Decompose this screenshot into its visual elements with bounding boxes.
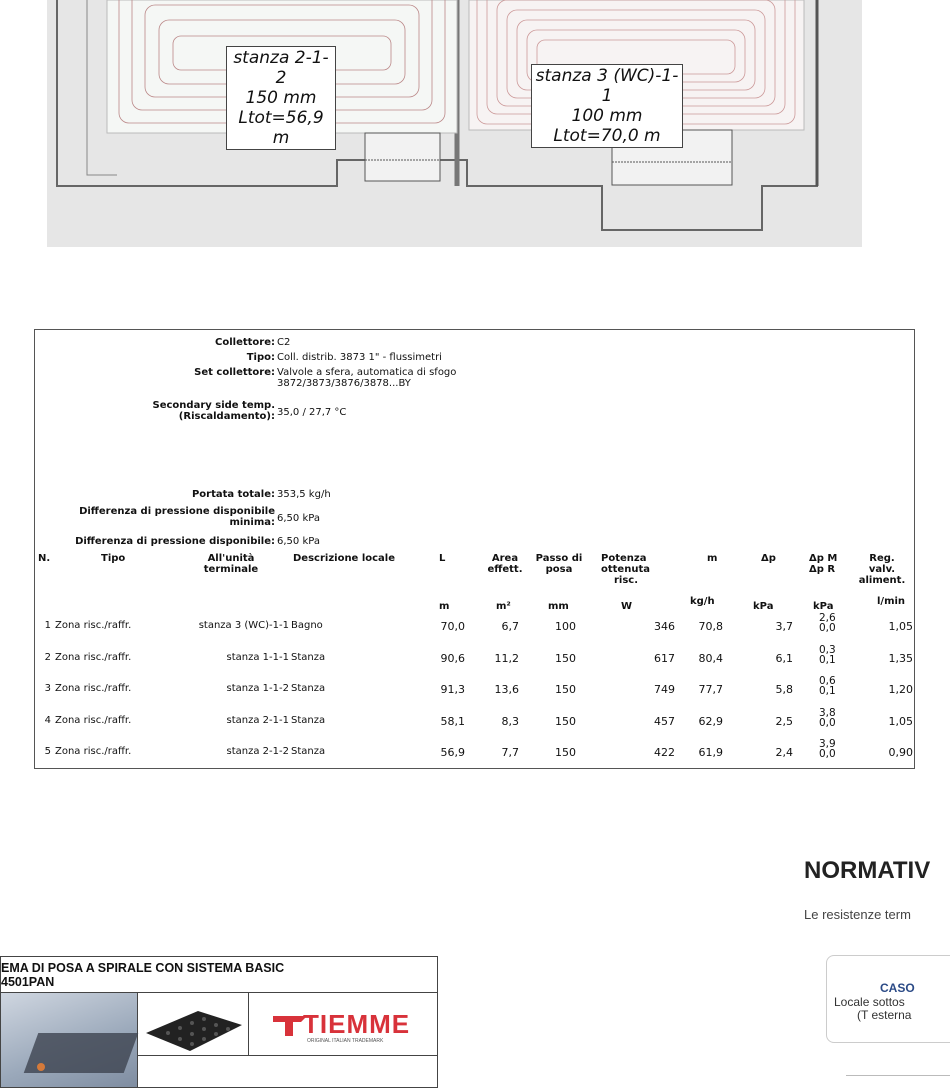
cell-passo: 100: [555, 620, 576, 633]
caso-title: CASO: [880, 981, 915, 995]
cell-dpr: 0,1: [819, 685, 836, 697]
room-ltot: Ltot=70,0 m: [553, 126, 661, 146]
caso-line1: Locale sottos: [834, 995, 905, 1009]
field-value-tipo: Coll. distrib. 3873 1" - flussimetri: [277, 352, 442, 363]
cell-descr: Stanza: [291, 683, 326, 694]
field-value-secondary-temp: 35,0 / 27,7 °C: [277, 407, 347, 418]
total-label-portata: Portata totale:: [191, 489, 275, 500]
col-header-tipo: Tipo: [101, 553, 126, 564]
field-label-secondary-temp: Secondary side temp.: [152, 400, 275, 411]
cell-area: 8,3: [501, 714, 519, 728]
cell-dpm: 2,6: [819, 612, 836, 624]
brochure-title-line2: 4501PAN: [1, 975, 55, 989]
cell-dp: 2,5: [775, 714, 793, 728]
room-pitch: 100 mm: [571, 106, 643, 126]
col-header-unit-l1: All'unità: [207, 553, 255, 564]
cell-m: 80,4: [698, 651, 723, 665]
cell-n: 4: [44, 714, 51, 726]
cell-potenza: 346: [654, 620, 675, 633]
cell-passo: 150: [555, 746, 576, 759]
cell-unit: stanza 1-1-2: [226, 683, 289, 694]
cell-potenza: 617: [654, 651, 675, 665]
cell-passo: 150: [555, 714, 576, 728]
floor-plan: [47, 0, 862, 247]
field-value-set-collettore: Valvole a sfera, automatica di sfogo: [277, 367, 457, 378]
cell-potenza: 749: [654, 683, 675, 696]
caso-line2: (T esterna: [857, 1008, 912, 1022]
col-header-potenza: [601, 553, 651, 586]
col-header-dpm: [809, 553, 843, 575]
cell-tipo: Zona risc./raffr.: [55, 683, 132, 694]
cell-m: 62,9: [698, 714, 723, 728]
col-header-l: L: [439, 553, 446, 564]
cell-m: 77,7: [698, 683, 723, 696]
cell-unit: stanza 1-1-1: [226, 651, 289, 663]
unit-reg: l/min: [877, 596, 906, 607]
field-label-set-collettore: Set collettore:: [194, 367, 275, 378]
total-label-pressione: Differenza di pressione disponibile:: [75, 536, 275, 547]
product-brochure: [0, 956, 438, 1088]
cell-area: 6,7: [501, 620, 519, 633]
col-header-descr: Descrizione locale: [293, 553, 396, 564]
cell-dp: 6,1: [775, 651, 793, 665]
cell-tipo: Zona risc./raffr.: [55, 746, 132, 757]
field-label-secondary-temp-2: (Riscaldamento):: [178, 411, 275, 422]
col-header-dp: Δp: [761, 553, 776, 564]
col-header-reg-l2: valv.: [868, 564, 896, 575]
total-value-portata: 353,5 kg/h: [277, 489, 331, 500]
cell-dpm: 0,3: [819, 643, 836, 656]
cell-n: 5: [44, 746, 51, 757]
brochure-panel-image: [138, 993, 249, 1055]
tiemme-logo-text: TIEMME: [303, 1009, 411, 1039]
cell-tipo: Zona risc./raffr.: [55, 714, 132, 726]
cell-dp: 5,8: [775, 683, 793, 696]
unit-dp: kPa: [753, 601, 774, 612]
cell-dp: 3,7: [775, 620, 793, 633]
col-header-area-l2: effett.: [487, 564, 523, 575]
room-name: stanza 2-1-2: [233, 48, 329, 88]
cell-area: 13,6: [494, 683, 519, 696]
col-header-unit: [195, 553, 267, 575]
cell-n: 1: [44, 620, 51, 631]
field-label-tipo: Tipo:: [246, 352, 275, 363]
cell-m: 70,8: [698, 620, 723, 633]
cell-area: 7,7: [501, 746, 519, 759]
col-header-area-l1: Area: [491, 553, 519, 564]
cell-passo: 150: [555, 651, 576, 665]
brochure-title: [1, 961, 435, 989]
cell-n: 2: [44, 651, 51, 663]
unit-area: m²: [496, 601, 511, 612]
cell-descr: Bagno: [291, 620, 323, 631]
cell-descr: Stanza: [291, 651, 326, 663]
col-header-potenza-l1: Potenza: [601, 553, 647, 564]
field-value-set-collettore-2: 3872/3873/3876/3878...BY: [277, 378, 411, 389]
total-label-pressione-min-2: minima:: [229, 517, 275, 528]
col-header-dpm-l1: Δp M: [809, 553, 838, 564]
cell-area: 11,2: [494, 651, 519, 665]
col-header-passo-l1: Passo di: [535, 553, 583, 564]
total-value-pressione: 6,50 kPa: [277, 536, 320, 547]
col-header-reg: [857, 553, 907, 586]
cell-l: 90,6: [440, 651, 465, 665]
unit-potenza: W: [621, 601, 633, 612]
cell-l: 70,0: [440, 620, 465, 633]
cell-dpr: 0,0: [819, 716, 836, 729]
collector-report: [34, 329, 915, 769]
cell-n: 3: [44, 683, 51, 694]
cell-tipo: Zona risc./raffr.: [55, 651, 132, 663]
col-header-n: N.: [38, 553, 51, 564]
cell-tipo: Zona risc./raffr.: [55, 620, 132, 631]
col-header-passo: [532, 553, 586, 575]
cell-dpm: 0,6: [819, 675, 836, 687]
normative-divider: [846, 1075, 950, 1076]
caso-card: [826, 955, 950, 1043]
cell-unit: stanza 3 (WC)-1-1: [198, 620, 289, 631]
unit-l: m: [439, 601, 450, 612]
col-header-reg-l3: aliment.: [858, 575, 906, 586]
field-label-collettore: Collettore:: [215, 337, 275, 348]
room-pitch: 150 mm: [245, 88, 317, 108]
room-ltot: Ltot=56,9 m: [238, 108, 324, 148]
normative-title: NORMATIV: [804, 857, 931, 884]
cell-potenza: 422: [654, 746, 675, 759]
cell-reg: 1,35: [888, 651, 913, 665]
cell-dp: 2,4: [775, 746, 793, 759]
brochure-photo: [1, 993, 138, 1087]
cell-potenza: 457: [654, 714, 675, 728]
cell-dpr: 0,0: [819, 748, 836, 760]
brochure-title-line1: EMA DI POSA A SPIRALE CON SISTEMA BASIC: [1, 961, 285, 975]
cell-unit: stanza 2-1-2: [226, 746, 289, 757]
col-header-dpm-l2: Δp R: [809, 564, 836, 575]
cell-l: 58,1: [440, 714, 465, 728]
cell-l: 91,3: [440, 683, 465, 696]
total-value-pressione-min: 6,50 kPa: [277, 513, 320, 524]
normative-text: Le resistenze term: [804, 907, 911, 922]
room-name: stanza 3 (WC)-1-1: [535, 66, 679, 106]
tiemme-logo: [249, 993, 437, 1055]
field-value-collettore: C2: [277, 337, 291, 348]
col-header-m: m: [707, 553, 718, 564]
room-label-stanza-2-1-2: [226, 46, 336, 150]
unit-m: kg/h: [690, 596, 715, 607]
cell-dpm: 3,9: [819, 738, 836, 750]
col-header-unit-l2: terminale: [203, 564, 259, 575]
cell-unit: stanza 2-1-1: [226, 714, 289, 726]
unit-passo: mm: [548, 601, 569, 612]
cell-reg: 1,05: [888, 620, 913, 633]
panel-graphic: [138, 993, 248, 1055]
cell-dpr: 0,0: [819, 622, 836, 634]
brochure-photo-pipe: [37, 1063, 45, 1071]
room-label-stanza-3-wc: [531, 64, 683, 148]
total-label-pressione-min: Differenza di pressione disponibile: [79, 506, 275, 517]
cell-l: 56,9: [440, 746, 465, 759]
cell-dpm: 3,8: [819, 706, 836, 719]
cell-passo: 150: [555, 683, 576, 696]
col-header-area: [483, 553, 527, 575]
col-header-potenza-l2: ottenuta: [601, 564, 650, 575]
tiemme-logo-sub: ORIGINAL ITALIAN TRADEMARK: [307, 1038, 384, 1044]
cell-reg: 1,05: [888, 714, 913, 728]
unit-dpm: kPa: [813, 601, 834, 612]
brochure-divider-lower: [138, 1055, 437, 1056]
col-header-reg-l1: Reg.: [869, 553, 895, 564]
cell-descr: Stanza: [291, 714, 326, 726]
cell-descr: Stanza: [291, 746, 326, 757]
cell-dpr: 0,1: [819, 653, 836, 666]
col-header-potenza-l3: risc.: [613, 575, 639, 586]
floor-plan-drawing: [47, 0, 862, 247]
cell-m: 61,9: [698, 746, 723, 759]
cell-reg: 0,90: [888, 746, 913, 759]
col-header-passo-l2: posa: [545, 564, 573, 575]
cell-reg: 1,20: [888, 683, 913, 696]
